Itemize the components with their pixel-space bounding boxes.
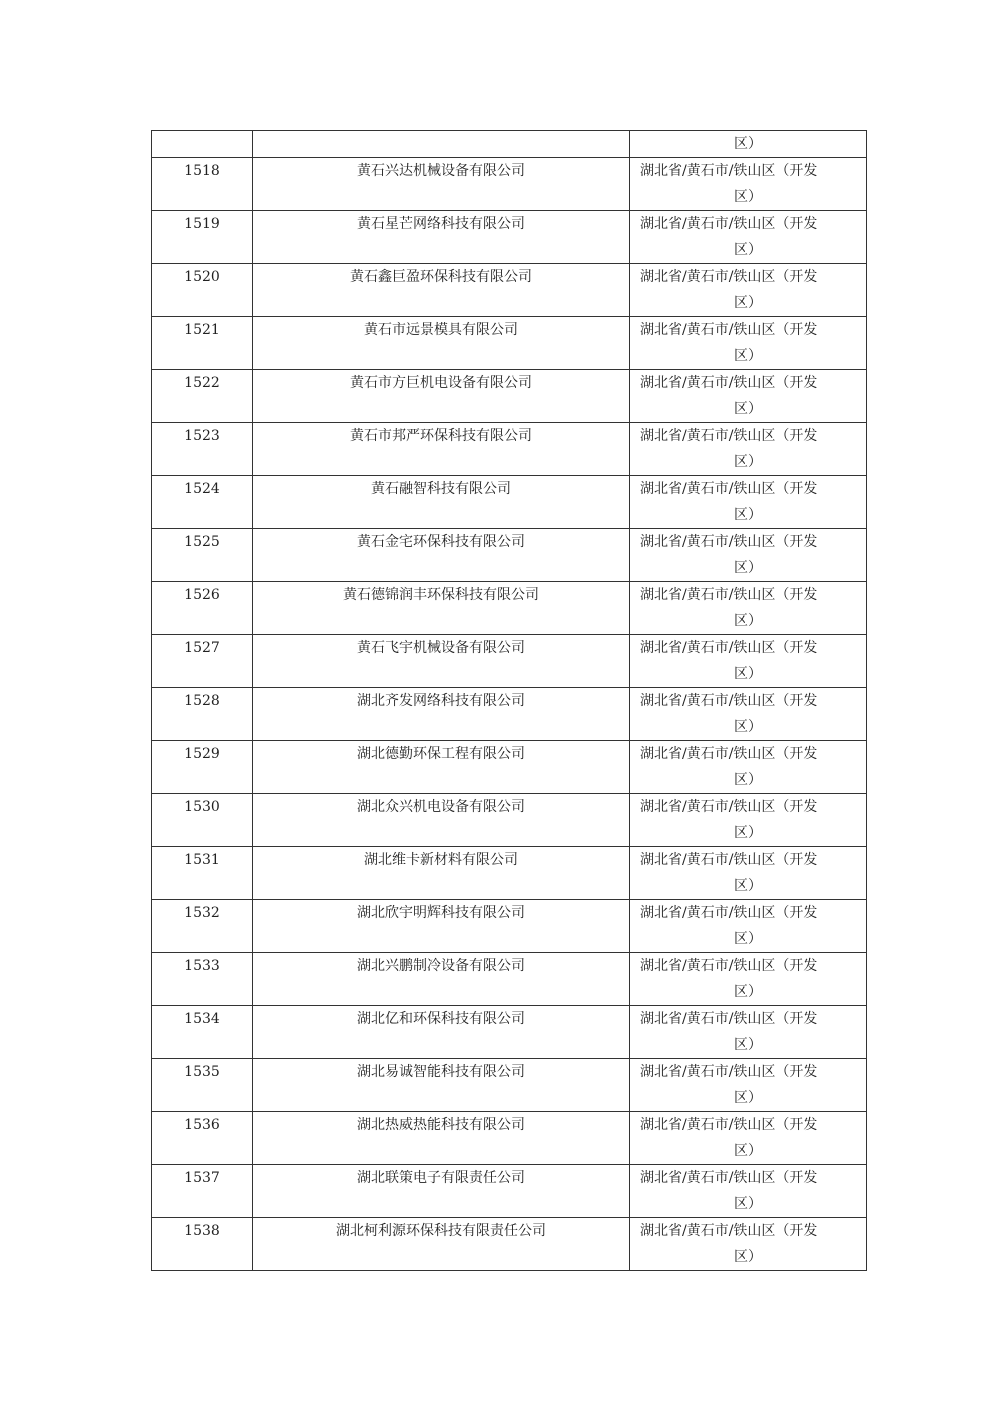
row-number: 1532 bbox=[152, 900, 253, 953]
location-line-2: 区） bbox=[734, 1143, 762, 1159]
row-number: 1528 bbox=[152, 688, 253, 741]
row-number: 1534 bbox=[152, 1006, 253, 1059]
location-line-1: 湖北省/黄石市/铁山区（开发 bbox=[640, 216, 818, 232]
table-row bbox=[152, 317, 867, 370]
company-name: 湖北亿和环保科技有限公司 bbox=[253, 1006, 630, 1059]
row-number bbox=[152, 131, 253, 158]
company-location bbox=[630, 529, 867, 582]
table-row bbox=[152, 1059, 867, 1112]
row-number: 1529 bbox=[152, 741, 253, 794]
row-number: 1533 bbox=[152, 953, 253, 1006]
company-location bbox=[630, 1218, 867, 1271]
location-line-2: 区） bbox=[734, 1196, 762, 1212]
location-line-1: 湖北省/黄石市/铁山区（开发 bbox=[640, 799, 818, 815]
row-number: 1518 bbox=[152, 158, 253, 211]
table-row bbox=[152, 688, 867, 741]
location-line-2: 区） bbox=[734, 507, 762, 523]
company-name: 黄石市方巨机电设备有限公司 bbox=[253, 370, 630, 423]
location-line-1: 湖北省/黄石市/铁山区（开发 bbox=[640, 1223, 818, 1239]
company-location bbox=[630, 741, 867, 794]
location-line-1: 湖北省/黄石市/铁山区（开发 bbox=[640, 852, 818, 868]
table-row-continuation bbox=[152, 131, 867, 158]
table-row bbox=[152, 211, 867, 264]
table-row bbox=[152, 370, 867, 423]
company-name: 湖北兴鹏制冷设备有限公司 bbox=[253, 953, 630, 1006]
table-row bbox=[152, 635, 867, 688]
company-location bbox=[630, 953, 867, 1006]
table-row bbox=[152, 741, 867, 794]
location-line-1: 湖北省/黄石市/铁山区（开发 bbox=[640, 905, 818, 921]
location-line-1: 湖北省/黄石市/铁山区（开发 bbox=[640, 269, 818, 285]
row-number: 1530 bbox=[152, 794, 253, 847]
location-line-2: 区） bbox=[734, 666, 762, 682]
location-line-1: 湖北省/黄石市/铁山区（开发 bbox=[640, 322, 818, 338]
row-number: 1525 bbox=[152, 529, 253, 582]
location-line-1: 湖北省/黄石市/铁山区（开发 bbox=[640, 746, 818, 762]
location-line-2: 区） bbox=[734, 825, 762, 841]
location-line-1: 湖北省/黄石市/铁山区（开发 bbox=[640, 534, 818, 550]
company-location bbox=[630, 1006, 867, 1059]
company-location bbox=[630, 582, 867, 635]
company-location bbox=[630, 1112, 867, 1165]
location-line-1: 湖北省/黄石市/铁山区（开发 bbox=[640, 1170, 818, 1186]
company-location bbox=[630, 158, 867, 211]
company-name: 黄石市远景模具有限公司 bbox=[253, 317, 630, 370]
location-line-2: 区） bbox=[734, 295, 762, 311]
row-number: 1538 bbox=[152, 1218, 253, 1271]
location-line-2: 区） bbox=[734, 878, 762, 894]
table-row bbox=[152, 847, 867, 900]
company-location bbox=[630, 370, 867, 423]
company-location bbox=[630, 423, 867, 476]
company-location bbox=[630, 476, 867, 529]
row-number: 1522 bbox=[152, 370, 253, 423]
company-name: 黄石兴达机械设备有限公司 bbox=[253, 158, 630, 211]
company-location bbox=[630, 1165, 867, 1218]
table-row bbox=[152, 953, 867, 1006]
company-table-body bbox=[152, 131, 867, 1271]
company-name: 黄石金宅环保科技有限公司 bbox=[253, 529, 630, 582]
company-location bbox=[630, 131, 867, 158]
company-name: 黄石飞宇机械设备有限公司 bbox=[253, 635, 630, 688]
company-name bbox=[253, 131, 630, 158]
company-name: 湖北热威热能科技有限公司 bbox=[253, 1112, 630, 1165]
company-name: 湖北易诚智能科技有限公司 bbox=[253, 1059, 630, 1112]
location-line-1: 湖北省/黄石市/铁山区（开发 bbox=[640, 375, 818, 391]
location-line-2: 区） bbox=[734, 454, 762, 470]
location-line-2: 区） bbox=[734, 189, 762, 205]
location-line-1: 湖北省/黄石市/铁山区（开发 bbox=[640, 958, 818, 974]
location-line-1: 湖北省/黄石市/铁山区（开发 bbox=[640, 1011, 818, 1027]
table-row bbox=[152, 900, 867, 953]
company-location bbox=[630, 211, 867, 264]
table-row bbox=[152, 582, 867, 635]
company-location bbox=[630, 635, 867, 688]
company-location bbox=[630, 264, 867, 317]
company-location bbox=[630, 847, 867, 900]
location-line-1: 湖北省/黄石市/铁山区（开发 bbox=[640, 587, 818, 603]
table-row bbox=[152, 264, 867, 317]
table-row bbox=[152, 1112, 867, 1165]
company-location bbox=[630, 317, 867, 370]
row-number: 1531 bbox=[152, 847, 253, 900]
location-line-1: 湖北省/黄石市/铁山区（开发 bbox=[640, 481, 818, 497]
table-row bbox=[152, 1006, 867, 1059]
location-line-1: 湖北省/黄石市/铁山区（开发 bbox=[640, 163, 818, 179]
row-number: 1535 bbox=[152, 1059, 253, 1112]
company-table bbox=[151, 130, 867, 1271]
company-name: 湖北齐发网络科技有限公司 bbox=[253, 688, 630, 741]
location-line-2: 区） bbox=[734, 931, 762, 947]
location-line-2: 区） bbox=[734, 1090, 762, 1106]
company-name: 湖北柯利源环保科技有限责任公司 bbox=[253, 1218, 630, 1271]
company-name: 湖北联策电子有限责任公司 bbox=[253, 1165, 630, 1218]
location-line-1: 湖北省/黄石市/铁山区（开发 bbox=[640, 428, 818, 444]
location-line-1: 湖北省/黄石市/铁山区（开发 bbox=[640, 640, 818, 656]
location-line-2: 区） bbox=[734, 984, 762, 1000]
company-location bbox=[630, 688, 867, 741]
location-line-2: 区） bbox=[734, 242, 762, 258]
location-line-2: 区） bbox=[734, 772, 762, 788]
location-line-2: 区） bbox=[734, 348, 762, 364]
row-number: 1527 bbox=[152, 635, 253, 688]
company-location bbox=[630, 794, 867, 847]
table-row bbox=[152, 476, 867, 529]
location-line-2: 区） bbox=[734, 401, 762, 417]
company-location bbox=[630, 1059, 867, 1112]
table-row bbox=[152, 1218, 867, 1271]
company-location bbox=[630, 900, 867, 953]
location-line-2: 区） bbox=[734, 560, 762, 576]
location-line-1: 湖北省/黄石市/铁山区（开发 bbox=[640, 1117, 818, 1133]
company-name: 黄石德锦润丰环保科技有限公司 bbox=[253, 582, 630, 635]
location-line-2: 区） bbox=[734, 613, 762, 629]
location-line-1: 湖北省/黄石市/铁山区（开发 bbox=[640, 693, 818, 709]
row-number: 1536 bbox=[152, 1112, 253, 1165]
row-number: 1537 bbox=[152, 1165, 253, 1218]
table-row bbox=[152, 158, 867, 211]
table-row bbox=[152, 1165, 867, 1218]
company-name: 黄石融智科技有限公司 bbox=[253, 476, 630, 529]
row-number: 1520 bbox=[152, 264, 253, 317]
location-line-2: 区） bbox=[734, 1249, 762, 1265]
row-number: 1523 bbox=[152, 423, 253, 476]
row-number: 1519 bbox=[152, 211, 253, 264]
company-name: 黄石鑫巨盈环保科技有限公司 bbox=[253, 264, 630, 317]
table-row bbox=[152, 529, 867, 582]
location-line-2: 区） bbox=[734, 719, 762, 735]
location-line-2: 区） bbox=[734, 1037, 762, 1053]
company-name: 湖北维卡新材料有限公司 bbox=[253, 847, 630, 900]
row-number: 1526 bbox=[152, 582, 253, 635]
location-line-2: 区） bbox=[734, 136, 762, 152]
table-row bbox=[152, 423, 867, 476]
company-name: 湖北众兴机电设备有限公司 bbox=[253, 794, 630, 847]
company-name: 湖北欣宇明辉科技有限公司 bbox=[253, 900, 630, 953]
row-number: 1521 bbox=[152, 317, 253, 370]
company-name: 黄石星芒网络科技有限公司 bbox=[253, 211, 630, 264]
row-number: 1524 bbox=[152, 476, 253, 529]
table-row bbox=[152, 794, 867, 847]
company-name: 湖北德勤环保工程有限公司 bbox=[253, 741, 630, 794]
location-line-1: 湖北省/黄石市/铁山区（开发 bbox=[640, 1064, 818, 1080]
company-name: 黄石市邦严环保科技有限公司 bbox=[253, 423, 630, 476]
